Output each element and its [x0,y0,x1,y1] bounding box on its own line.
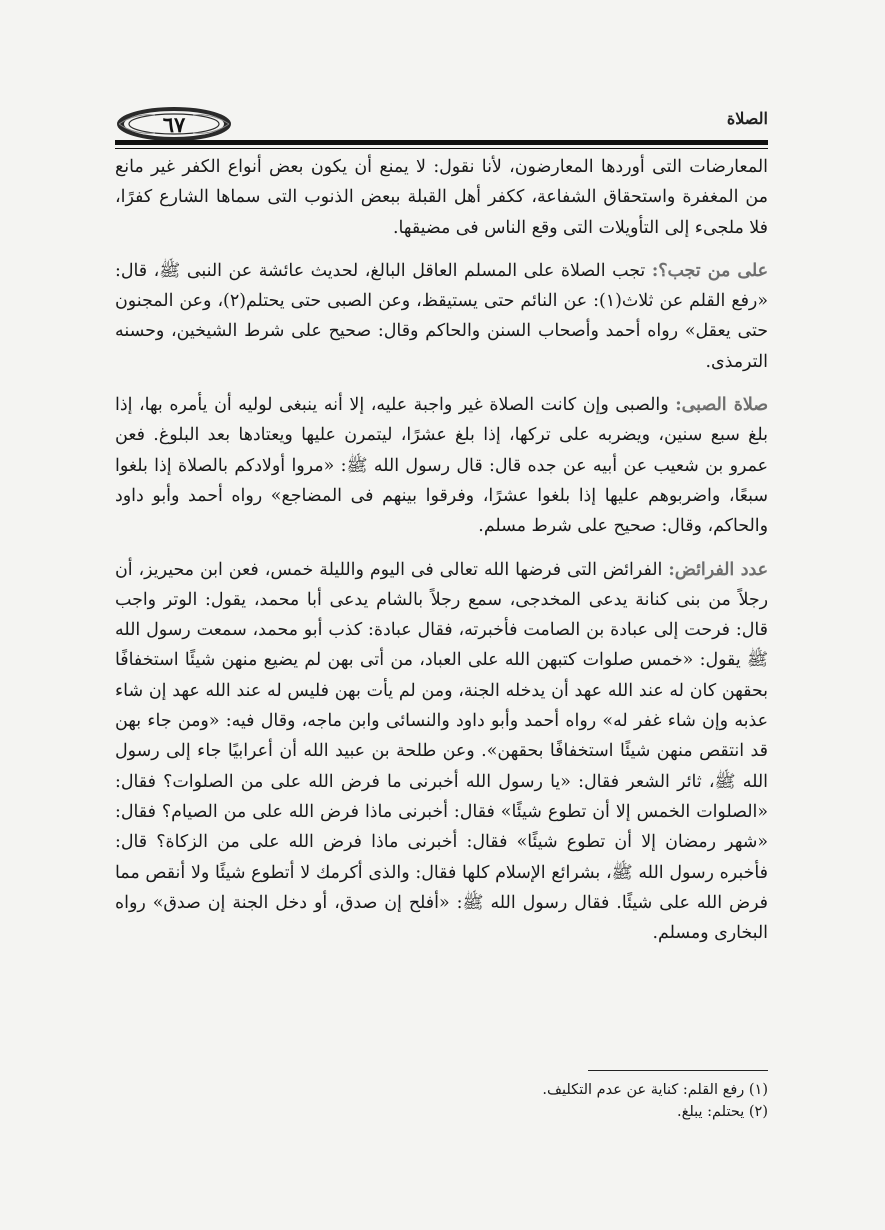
paragraph-text: المعارضات التى أوردها المعارضون، لأنا نقول: لا يمنع أن يكون بعض أنواع الكفر غير مانع من المغفرة واستحقاق الشفاعة، ككفر أهل القبلة ببعض الذنوب التى سماها الشارع كفرًا، فلا ملجىء إلى التأويلات التى وقع الناس فى مضيقها. [115,157,768,238]
paragraph-text: والصبى وإن كانت الصلاة غير واجبة عليه، إلا أنه ينبغى لوليه أن يأمره بها، إذا بلغ سبع سنين، ويضربه على تركها، إذا بلغ عشرًا، ليتمرن عليها ويعتادها بعد البلوغ. فعن عمرو بن شعيب عن أبيه عن جده قال: قال رسول الله ﷺ: «مروا أولادكم بالصلاة إذا بلغوا سبعًا، واضربوهم عليها إذا بلغوا عشرًا، وفرقوا بينهم فى المضاجع» رواه أحمد وأبو داود والحاكم، وقال: صحيح على شرط مسلم. [115,395,768,537]
footnote-separator [588,1070,768,1071]
page-number: ٦٧ [162,112,186,137]
running-title: الصلاة [726,109,768,128]
header-rule-thick [115,140,768,145]
section-heading: عدد الفرائض: [668,559,768,580]
footnotes [115,1079,768,1123]
paragraph-text: الفرائض التى فرضها الله تعالى فى اليوم والليلة خمس، فعن ابن محيريز، أن رجلاً من بنى كنانة يدعى المخدجى، سمع رجلاً بالشام يدعى أبا محمد، يقول: الوتر واجب قال: فرحت إلى عبادة بن الصامت فأخبرته، فقال عبادة: كذب أبو محمد، سمعت رسول الله ﷺ يقول: «خمس صلوات كتبهن الله على العباد، من أتى بهن لم يضيع منهن شيئًا استخفافًا بحقهن كان له عند الله عهد أن يدخله الجنة، ومن لم يأت بهن فليس له عند الله عهد إن شاء عذبه وإن شاء غفر له» رواه أحمد وأبو داود والنسائى وابن ماجه، وقال فيه: «ومن جاء بهن قد انتقص منهن شيئًا استخفافًا بحقهن». وعن طلحة بن عبيد الله أن أعرابيًا جاء إلى رسول الله ﷺ، ثائر الشعر فقال: «يا رسول الله أخبرنى ما فرض الله على من الصلوات؟ فقال: «الصلوات الخمس إلا أن تطوع شيئًا» فقال: أخبرنى ماذا فرض الله على من الصيام؟ فقال: «شهر رمضان إلا أن تطوع شيئًا» فقال: أخبرنى ماذا فرض الله على من الزكاة؟ قال: فأخبره رسول الله ﷺ، بشرائع الإسلام كلها فقال: والذى أكرمك لا أتطوع شيئًا ولا أنقص مما فرض الله على شيئًا. فقال رسول الله ﷺ: «أفلح إن صدق، أو دخل الجنة إن صدق» رواه البخارى ومسلم. [115,559,768,944]
section-heading: على من تجب؟: [651,260,768,281]
main-text [115,152,768,961]
paragraph-child-prayer [115,390,768,541]
page-number-ornament [115,105,233,145]
footnote-2: (٢) يحتلم: يبلغ. [677,1104,768,1120]
paragraph-intro [115,152,768,243]
footnote-1: (١) رفع القلم: كناية عن عدم التكليف. [542,1082,768,1098]
section-heading: صلاة الصبى: [675,395,768,416]
paragraph-who-must-pray [115,256,768,377]
paragraph-text: تجب الصلاة على المسلم العاقل البالغ، لحديث عائشة عن النبى ﷺ، قال: «رفع القلم عن ثلاث(١): عن النائم حتى يستيقظ، وعن الصبى حتى يحتلم(٢)، وعن المجنون حتى يعقل» رواه أحمد وأصحاب السنن والحاكم وقال: صحيح على شرط الشيخين، وحسنه الترمذى. [115,260,768,372]
paragraph-number-of-obligatory-prayers [115,555,768,949]
page-header [115,105,768,145]
header-rule-thin [115,148,768,149]
